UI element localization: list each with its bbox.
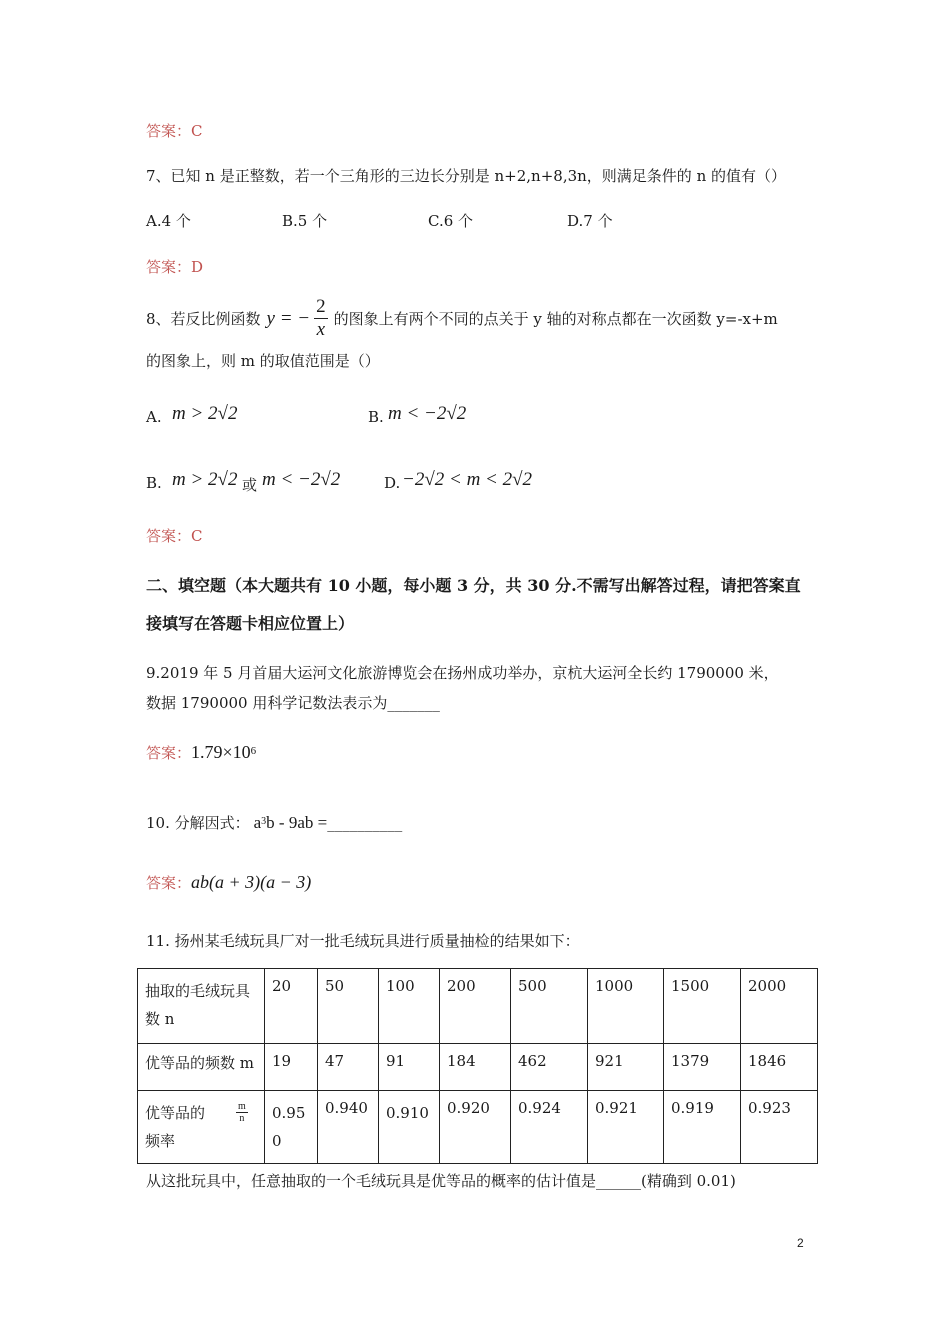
- table-cell: 200: [440, 969, 511, 1044]
- table-row-label: 抽取的毛绒玩具数 n: [138, 969, 265, 1044]
- table-row: [138, 1044, 818, 1091]
- table-cell: 0.950: [265, 1091, 318, 1164]
- table-cell: 0.940: [318, 1091, 379, 1164]
- q8-fraction-denominator: x: [316, 319, 326, 340]
- question-11-footer: 从这批玩具中，任意抽取的一个毛绒玩具是优等品的概率的估计值是______(精确到 0.01): [146, 1172, 736, 1190]
- table-cell: 184: [440, 1044, 511, 1091]
- table-cell: 47: [318, 1044, 379, 1091]
- answer-q10-label: 答案：: [146, 874, 192, 892]
- frequency-label-line1: 优等品的: [145, 1104, 206, 1122]
- q8-prefix: 8、若反比例函数: [146, 310, 261, 328]
- section-2-heading-line1: 二、填空题（本大题共有 10 小题，每小题 3 分，共 30 分.不需写出解答过程，请把答案直: [146, 576, 801, 595]
- q10-expr-rest: b - 9ab =: [266, 813, 328, 832]
- q8-function-fraction: [314, 296, 328, 341]
- q7-option-d: D.7 个: [567, 212, 613, 230]
- answer-q9-label: 答案：: [146, 744, 192, 762]
- table-cell: 2000: [741, 969, 818, 1044]
- table-row: [138, 969, 818, 1044]
- q8-option-d-label: D.: [384, 474, 401, 492]
- table-cell: 20: [265, 969, 318, 1044]
- answer-q9: [146, 742, 256, 763]
- table-cell: 1379: [664, 1044, 741, 1091]
- answer-q9-value: 1.79×10: [191, 742, 251, 762]
- table-row-label: [138, 1091, 265, 1164]
- q10-blank: __________: [327, 814, 403, 832]
- table-cell: 462: [511, 1044, 588, 1091]
- q8-option-b: m < −2√2: [388, 403, 467, 424]
- question-8-line2: 的图象上，则 m 的取值范围是（）: [146, 352, 380, 370]
- q8-option-d: −2√2 < m < 2√2: [402, 469, 533, 490]
- q10-expr-a: a: [253, 813, 262, 832]
- table-cell: 91: [379, 1044, 440, 1091]
- q8-option-c-left: m > 2√2: [172, 469, 238, 490]
- q7-option-b: B.5 个: [282, 212, 328, 230]
- table-cell: 500: [511, 969, 588, 1044]
- table-cell: 1846: [741, 1044, 818, 1091]
- answer-q10-value: ab(a + 3)(a − 3): [191, 872, 312, 892]
- q10-prefix: 10. 分解因式：: [146, 814, 250, 832]
- question-9-line2: 数据 1790000 用科学记数法表示为_______: [146, 694, 440, 712]
- answer-q10: [146, 872, 311, 893]
- table-cell: 50: [318, 969, 379, 1044]
- table-cell: 921: [588, 1044, 664, 1091]
- table-row: [138, 1091, 818, 1164]
- table-cell: 0.920: [440, 1091, 511, 1164]
- question-7-text: 7、已知 n 是正整数，若一个三角形的三边长分别是 n+2,n+8,3n，则满足条件的 n 的值有（）: [146, 167, 786, 185]
- q8-function-lhs: y = −: [266, 307, 311, 329]
- q8-option-c-or: 或: [242, 476, 258, 494]
- q10-expr-exponent: 3: [261, 816, 267, 827]
- table-row-label: 优等品的频数 m: [138, 1044, 265, 1091]
- answer-q8: 答案：C: [146, 527, 203, 545]
- question-9-line1: 9.2019 年 5 月首届大运河文化旅游博览会在扬州成功举办，京杭大运河全长约 1790000 米，: [146, 664, 779, 682]
- quality-inspection-table: [137, 968, 818, 1164]
- table-cell: 1000: [588, 969, 664, 1044]
- table-cell: 0.924: [511, 1091, 588, 1164]
- question-8-line1: [146, 296, 778, 341]
- q8-option-c-label: B.: [146, 474, 162, 492]
- q8-fraction-numerator: 2: [316, 296, 326, 317]
- table-cell: 0.919: [664, 1091, 741, 1164]
- q8-option-a: m > 2√2: [172, 403, 238, 424]
- page-number: 2: [797, 1236, 804, 1250]
- answer-q9-exponent: 6: [250, 745, 257, 757]
- frequency-label-line2: 频率: [145, 1132, 176, 1150]
- q7-option-c: C.6 个: [428, 212, 474, 230]
- question-10: [146, 812, 402, 833]
- q8-suffix: 的图象上有两个不同的点关于 y 轴的对称点都在一次函数 y=-x+m: [333, 310, 778, 328]
- frequency-fraction-numerator: m: [238, 1101, 246, 1112]
- table-cell: 0.923: [741, 1091, 818, 1164]
- question-11-text: 11. 扬州某毛绒玩具厂对一批毛绒玩具进行质量抽检的结果如下：: [146, 932, 580, 950]
- q8-option-a-label: A.: [146, 408, 162, 426]
- q7-option-a: A.4 个: [146, 212, 191, 230]
- q8-option-c-right: m < −2√2: [262, 469, 341, 490]
- table-cell: 0.910: [379, 1091, 440, 1164]
- table-cell: 19: [265, 1044, 318, 1091]
- answer-q7: 答案：D: [146, 258, 204, 276]
- answer-q6: 答案：C: [146, 122, 203, 140]
- section-2-heading-line2: 接填写在答题卡相应位置上）: [146, 614, 355, 633]
- table-cell: 100: [379, 969, 440, 1044]
- frequency-fraction: [236, 1101, 248, 1124]
- q8-option-b-label: B.: [368, 408, 384, 426]
- frequency-fraction-denominator: n: [239, 1113, 245, 1124]
- table-cell: 0.921: [588, 1091, 664, 1164]
- table-cell: 1500: [664, 969, 741, 1044]
